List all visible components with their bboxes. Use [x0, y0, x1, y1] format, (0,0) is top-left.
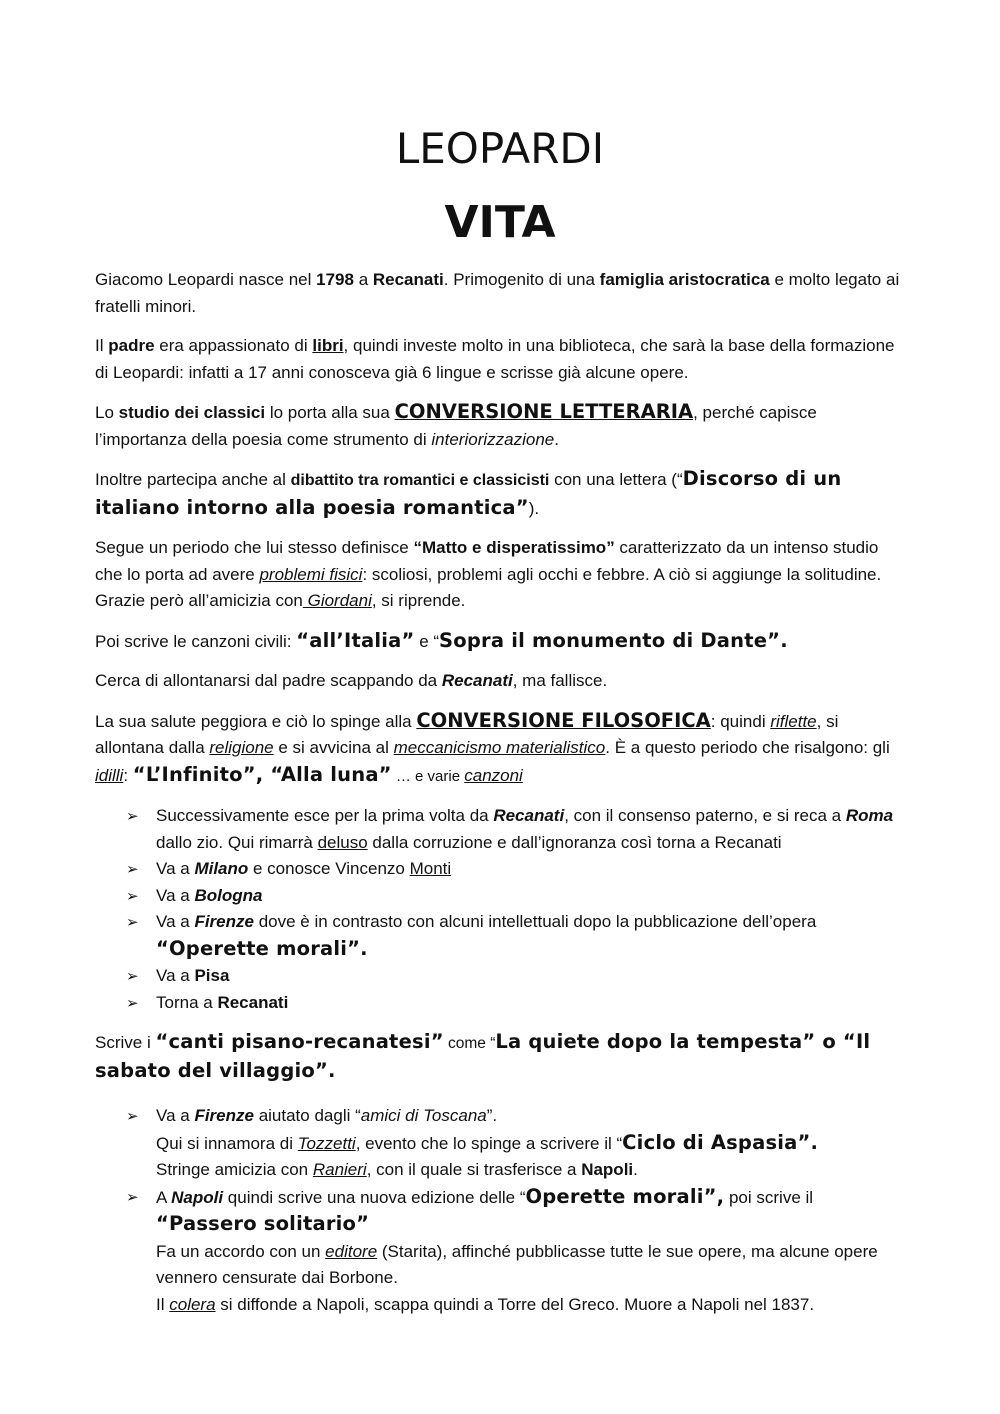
text-run: Va a — [156, 1106, 195, 1125]
paragraph-philosophical-conversion — [95, 708, 906, 791]
bold-text: studio dei classici — [118, 403, 266, 422]
work-title: “canti pisano-recanatesi” — [155, 1030, 444, 1053]
paragraph-escape — [95, 668, 906, 695]
italic-underlined-text: colera — [169, 1294, 216, 1314]
work-title: Operette morali”, — [525, 1184, 725, 1208]
bold-text: Napoli — [581, 1160, 634, 1179]
text-run: ). — [528, 498, 540, 518]
text-run: . Primogenito di una — [443, 270, 600, 289]
text-run: Stringe amicizia con — [156, 1160, 313, 1179]
italic-underlined-text: meccanicismo materialistico — [393, 738, 606, 757]
text-run: Giacomo Leopardi nasce nel — [95, 270, 317, 289]
arrow-bullet-icon: ➢ — [126, 967, 139, 985]
bold-text: famiglia aristocratica — [599, 270, 770, 289]
text-run: Va a — [156, 859, 195, 878]
text-run: , perché capisce l’importanza della poesia come strumento di — [95, 403, 817, 449]
text-run: e “ — [414, 631, 440, 651]
text-run: con una lettera (“ — [549, 470, 683, 489]
text-run: : scoliosi, problemi agli occhi e febbre. A ciò si aggiunge la solitudine. Grazie però all’amicizia con — [95, 564, 882, 610]
italic-underlined-text: problemi fisici — [259, 564, 363, 584]
text-run: A — [156, 1187, 172, 1207]
text-run: Va a — [156, 966, 195, 985]
bold-italic-text: Bologna — [194, 885, 263, 905]
page-title: LEOPARDI — [395, 124, 605, 173]
paragraph-civil-songs — [95, 628, 906, 656]
bold-italic-text: Recanati — [441, 671, 513, 690]
bold-italic-text: Firenze — [194, 912, 254, 931]
text-run: Scrive i — [95, 1033, 156, 1052]
text-run: Torna a — [156, 992, 218, 1012]
bold-text: 1798 — [316, 270, 354, 289]
text-run: e molto legato ai fratelli minori. — [95, 270, 900, 316]
paragraph-crazy-period — [95, 535, 906, 615]
text-run: dove è in contrasto con alcuni intellettuali dopo la pubblicazione dell’opera — [253, 912, 817, 931]
text-run: , con il quale si trasferisce a — [366, 1160, 582, 1179]
list-item — [126, 909, 906, 963]
underlined-text: deluso — [317, 832, 368, 852]
bold-text: Pisa — [194, 966, 230, 985]
arrow-bullet-icon: ➢ — [126, 1187, 139, 1206]
italic-underlined-text: riflette — [770, 711, 817, 731]
work-title: “L’Infinito”, “Alla luna” — [132, 762, 392, 786]
arrow-bullet-icon: ➢ — [126, 1107, 139, 1125]
work-title: Discorso di un italiano intorno alla poesia romantica” — [95, 467, 842, 519]
text-run: Va a — [156, 912, 195, 931]
text-run: : — [123, 765, 133, 785]
text-run: ”. — [486, 1106, 498, 1125]
text-run: a — [353, 270, 373, 289]
text-run: Qui si innamora di — [156, 1133, 298, 1153]
emphasis-heading-text: CONVERSIONE FILOSOFICA — [416, 708, 711, 732]
list-item — [126, 963, 906, 990]
italic-underlined-text: idilli — [95, 765, 124, 785]
text-run: Il — [156, 1294, 170, 1314]
text-run: . È a questo periodo che risalgono: gli — [605, 738, 890, 757]
list-item — [126, 1103, 906, 1184]
later-life-list — [95, 1103, 906, 1318]
work-title: “all’Italia” — [296, 628, 415, 652]
italic-text: amici di Toscana — [360, 1106, 487, 1125]
italic-underlined-text: canzoni — [464, 765, 523, 785]
text-run: , con il consenso paterno, e si reca a — [564, 806, 846, 825]
underlined-text: Monti — [409, 859, 452, 878]
text-run: : quindi — [710, 711, 771, 731]
italic-underlined-text: religione — [209, 738, 274, 757]
arrow-bullet-icon: ➢ — [126, 993, 139, 1012]
work-title: Sopra il monumento di Dante”. — [439, 628, 788, 652]
text-run: … e varie — [391, 767, 465, 785]
bold-italic-text: Napoli — [171, 1187, 224, 1207]
text-run: . — [633, 1160, 638, 1179]
text-run: era appassionato di — [154, 336, 313, 355]
text-run: Inoltre partecipa anche al — [95, 470, 291, 489]
text-run: Segue un periodo che lui stesso definisce — [95, 538, 414, 557]
paragraph-pisan-songs — [95, 1029, 906, 1085]
text-run: caratterizzato da un intenso studio che lo porta ad avere — [95, 538, 879, 584]
text-run: Poi scrive le canzoni civili: — [95, 631, 297, 651]
paragraph-father — [95, 333, 906, 386]
paragraph-birth — [95, 267, 906, 320]
text-run: Va a — [156, 885, 195, 905]
bold-text: Recanati — [372, 270, 444, 289]
text-run: Successivamente esce per la prima volta da — [156, 806, 494, 825]
text-run: . — [554, 429, 559, 449]
italic-underlined-text: Tozzetti — [297, 1133, 356, 1153]
bold-text: dibattito tra romantici e classicisti — [290, 472, 550, 489]
text-run: , si allontana dalla — [95, 711, 839, 757]
arrow-bullet-icon: ➢ — [126, 913, 139, 931]
paragraph-debate — [95, 466, 906, 522]
work-title: “Operette morali”. — [156, 936, 368, 960]
text-run: Il — [95, 336, 109, 355]
text-run: e si avvicina al — [273, 738, 394, 757]
text-run: e conosce Vincenzo — [248, 859, 410, 878]
arrow-bullet-icon: ➢ — [126, 807, 139, 825]
text-run: Fa un accordo con un — [156, 1241, 326, 1261]
text-run: aiutato dagli “ — [253, 1106, 361, 1125]
bold-italic-text: Recanati — [493, 806, 565, 825]
bold-italic-text: Roma — [845, 806, 894, 825]
list-item — [126, 856, 906, 883]
text-run: dallo zio. Qui rimarrà — [156, 832, 318, 852]
list-item — [126, 1184, 906, 1319]
travel-list — [95, 803, 906, 1016]
arrow-bullet-icon: ➢ — [126, 886, 139, 905]
italic-underlined-text: editore — [325, 1241, 378, 1261]
text-run: , ma fallisce. — [512, 671, 608, 690]
bold-italic-text: Firenze — [194, 1106, 254, 1125]
arrow-bullet-icon: ➢ — [126, 860, 139, 878]
section-heading: VITA — [444, 197, 556, 248]
text-run: come “ — [443, 1035, 496, 1052]
text-run: , evento che lo spinge a scrivere il “ — [355, 1133, 623, 1153]
text-run: si diffonde a Napoli, scappa quindi a Torre del Greco. Muore a Napoli nel 1837. — [215, 1294, 815, 1314]
text-run: quindi scrive una nuova edizione delle “ — [223, 1187, 526, 1207]
work-title: La quiete dopo la tempesta” o “Il sabato del villaggio”. — [95, 1030, 871, 1082]
bold-text: “Matto e disperatissimo” — [413, 538, 615, 557]
emphasis-heading-text: CONVERSIONE LETTERARIA — [394, 400, 694, 423]
text-run: dalla corruzione e dall’ignoranza così torna a Recanati — [367, 832, 782, 852]
text-run: , quindi investe molto in una biblioteca, che sarà la base della formazione di Leopardi: infatti a 17 anni conosceva già 6 lingue e scrisse già alcune opere. — [95, 336, 895, 382]
bold-italic-text: Milano — [194, 859, 249, 878]
bold-text: Recanati — [217, 992, 289, 1012]
text-run: Cerca di allontanarsi dal padre scappando da — [95, 671, 442, 690]
bold-text: padre — [108, 336, 155, 355]
list-item — [126, 803, 906, 856]
bold-underlined-text: libri — [312, 336, 344, 355]
italic-text: interiorizzazione — [431, 429, 555, 449]
text-run: Lo — [95, 403, 119, 422]
work-title: “Passero solitario” — [156, 1212, 370, 1235]
document-body — [95, 267, 906, 1331]
paragraph-literary-conversion — [95, 399, 906, 453]
list-item — [126, 883, 906, 910]
italic-underlined-text: Ranieri — [312, 1160, 367, 1179]
text-run: lo porta alla sua — [265, 403, 395, 422]
text-run: , si riprende. — [371, 591, 466, 610]
italic-underlined-text: Giordani — [302, 591, 372, 610]
text-run: poi scrive il — [724, 1187, 814, 1207]
text-run: (Starita), affinché pubblicasse tutte le sue opere, ma alcune opere vennero censurate dai Borbone. — [156, 1241, 878, 1287]
list-item — [126, 990, 906, 1017]
text-run: La sua salute peggiora e ciò lo spinge alla — [95, 711, 417, 731]
work-title: Ciclo di Aspasia”. — [622, 1130, 819, 1154]
